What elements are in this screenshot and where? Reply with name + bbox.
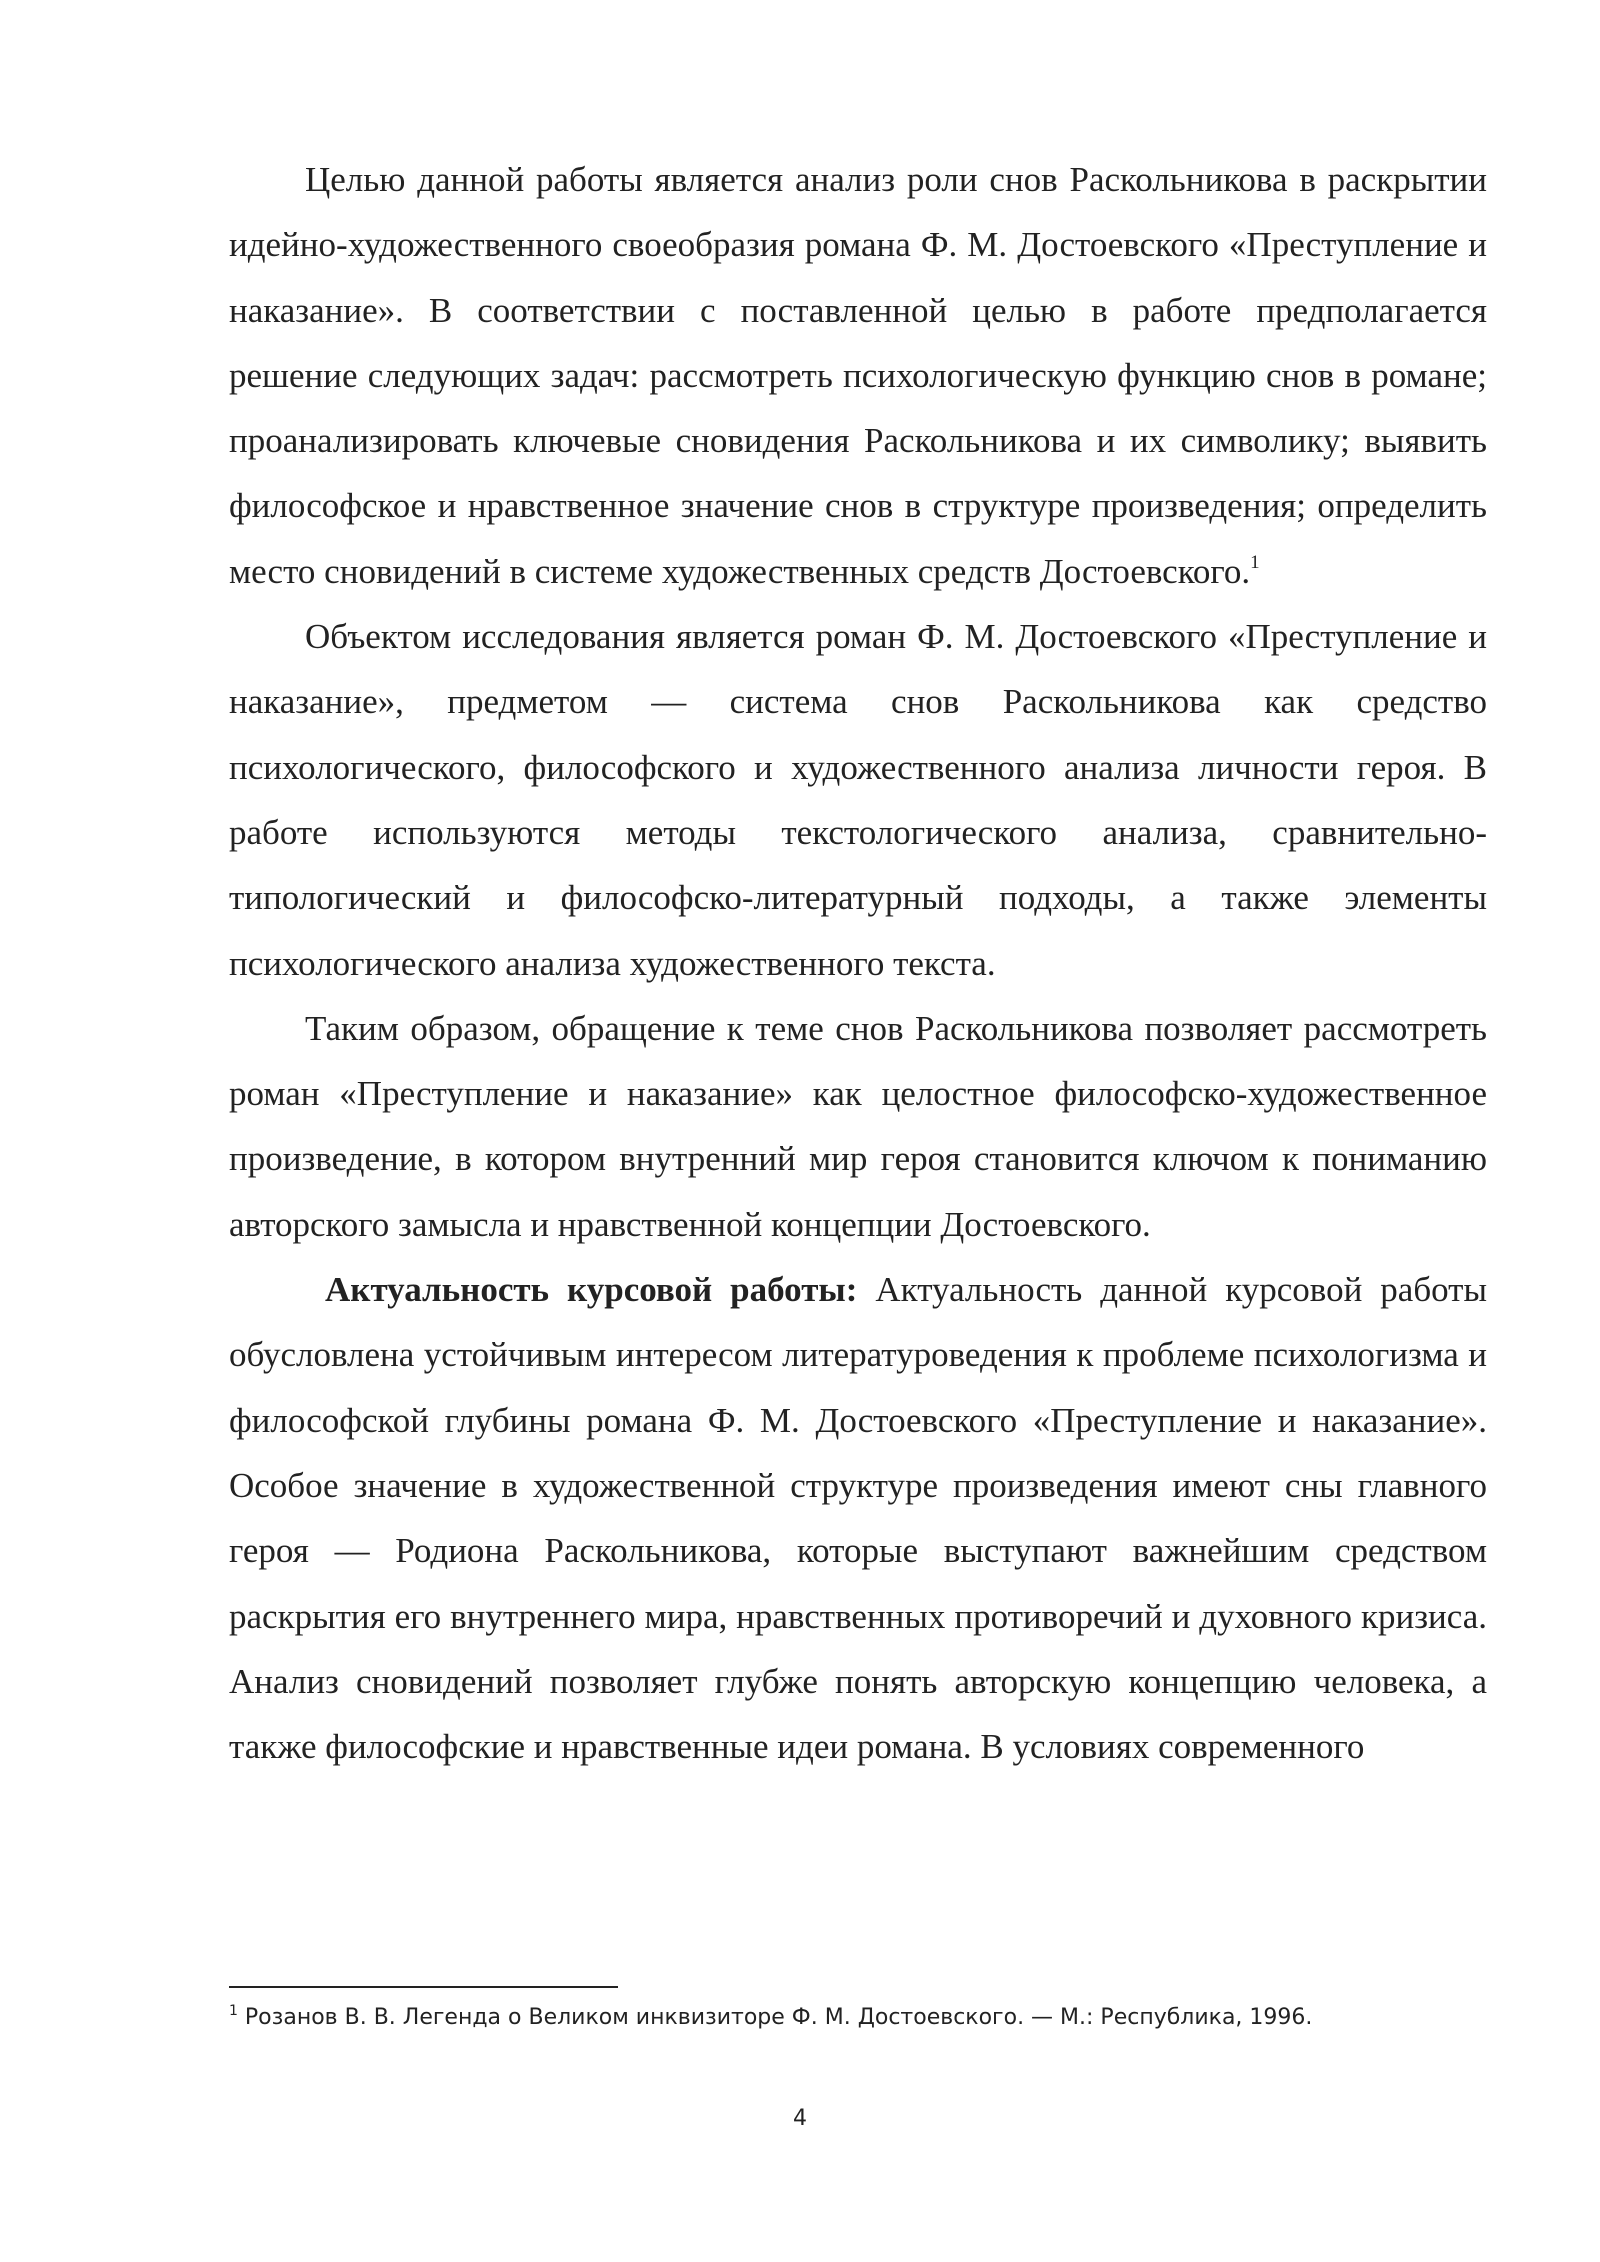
paragraph-object (229, 604, 1487, 996)
paragraph-conclusion (229, 996, 1487, 1257)
footnote (229, 2003, 1487, 2033)
paragraph-text: Таким образом, обращение к теме снов Раскольникова позволяет рассмотреть роман «Преступление и наказание» как целостное философско-художественное произведение, в котором внутренний мир героя становится ключом к пониманию авторского замысла и нравственной концепции Достоевского. (229, 1008, 1487, 1244)
footnote-separator (229, 1986, 618, 1988)
section-heading: Актуальность курсовой работы: (325, 1270, 858, 1310)
page-number: 4 (793, 2106, 807, 2131)
paragraph-text: Объектом исследования является роман Ф. М. Достоевского «Преступление и наказание», предметом — система снов Раскольникова как средство психологического, философского и художественного анализа личности героя. В работе используются методы текстологического анализа, сравнительно-типологический и философско-литературный подходы, а также элементы психологического анализа художественного текста. (229, 617, 1487, 983)
paragraph-relevance (229, 1257, 1487, 1779)
paragraph-goal (229, 147, 1487, 604)
footnote-reference[interactable]: 1 (1250, 551, 1260, 573)
body-text (229, 147, 1487, 1779)
paragraph-text: Актуальность данной курсовой работы обусловлена устойчивым интересом литературоведения к проблеме психологизма и философской глубины романа Ф. М. Достоевского «Преступление и наказание». Особое значение в художественной структуре произведения имеют сны главного героя — Родиона Раскольникова, которые выступают важнейшим средством раскрытия его внутреннего мира, нравственных противоречий и духовного кризиса. Анализ сновидений позволяет глубже понять авторскую концепцию человека, а также философские и нравственные идеи романа. В условиях современного (229, 1270, 1487, 1767)
paragraph-text: Целью данной работы является анализ роли снов Раскольникова в раскрытии идейно-художественного своеобразия романа Ф. М. Достоевского «Преступление и наказание». В соответствии с поставленной целью в работе предполагается решение следующих задач: рассмотреть психологическую функцию снов в романе; проанализировать ключевые сновидения Раскольникова и их символику; выявить философское и нравственное значение снов в структуре произведения; определить место сновидений в системе художественных средств Достоевского. (229, 160, 1487, 591)
footnote-number: 1 (229, 2003, 238, 2019)
footnote-text: Розанов В. В. Легенда о Великом инквизиторе Ф. М. Достоевского. — М.: Республика, 1996. (237, 2005, 1313, 2030)
